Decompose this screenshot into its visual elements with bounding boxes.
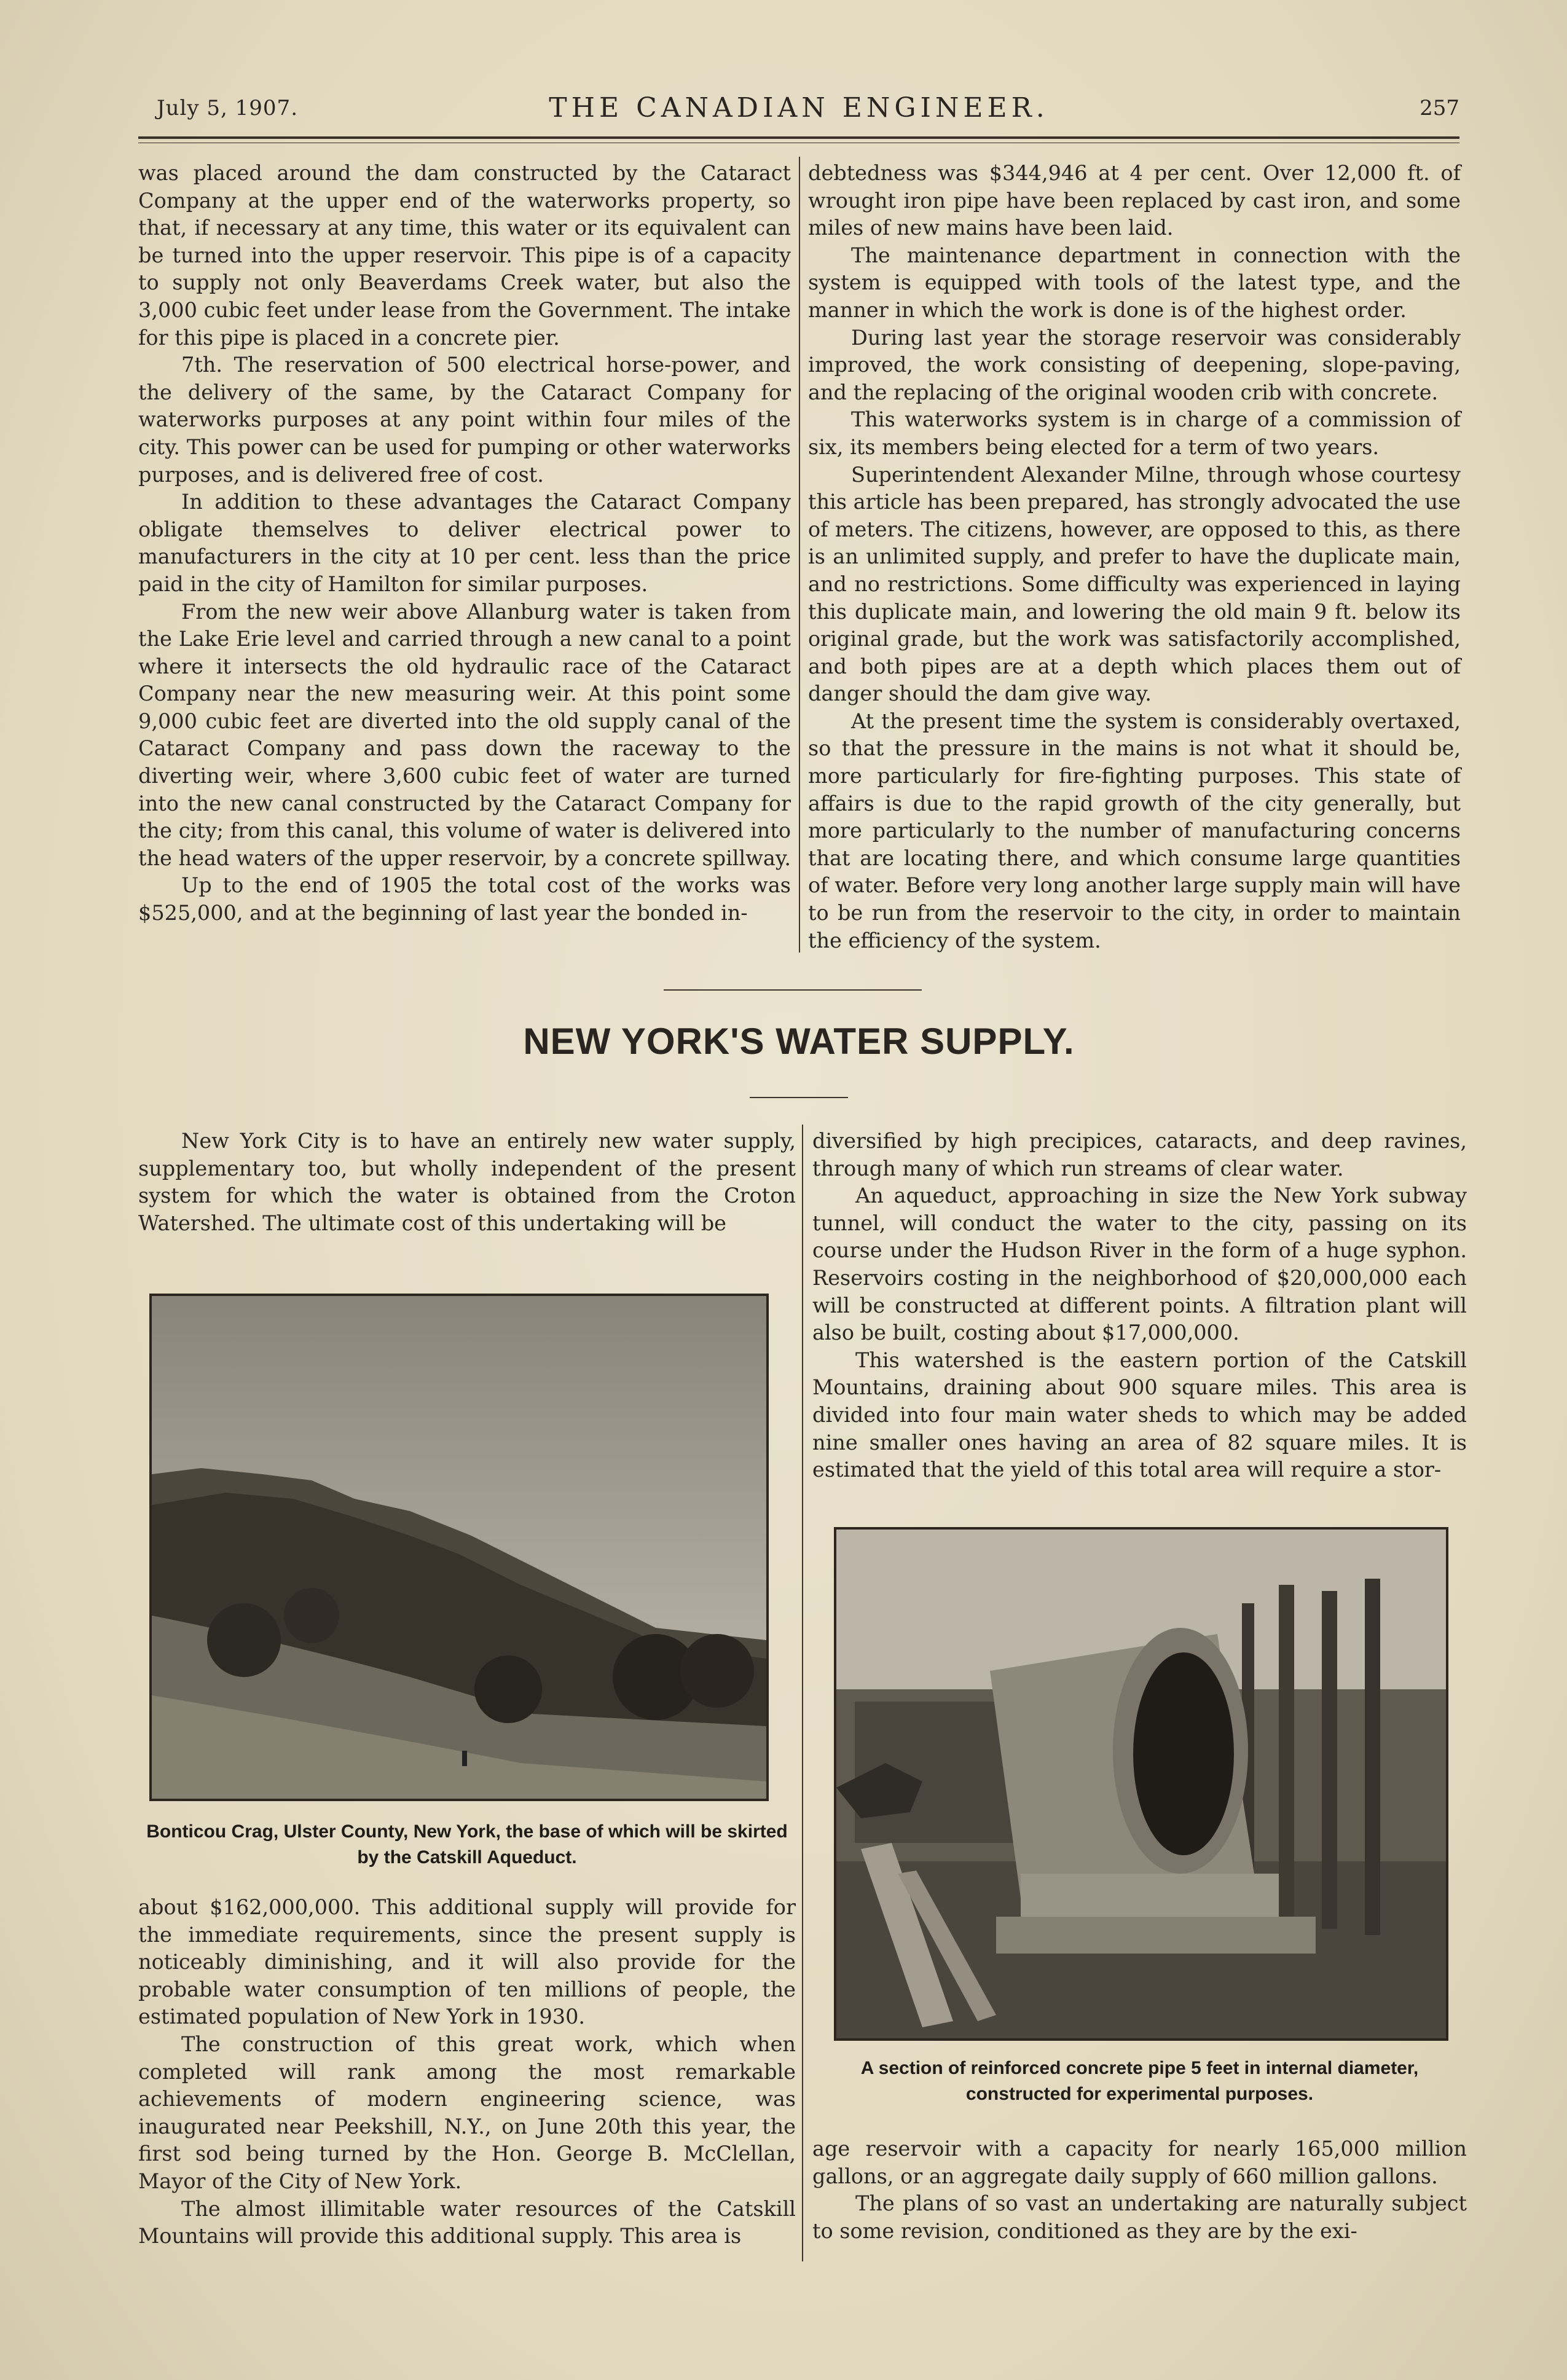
paragraph: Up to the end of 1905 the total cost of the works was $525,000, and at the beginning of last year the bonded in- <box>138 873 791 925</box>
section-separator <box>664 989 922 991</box>
header-rule <box>138 136 1459 139</box>
paragraph: age reservoir with a capacity for nearly 165,000 million gallons, or an aggregate daily supply of 660 million gallons. <box>812 2137 1467 2188</box>
headline-rule <box>750 1097 848 1098</box>
paragraph: 7th. The reservation of 500 electrical horse-power, and the delivery of the same, by the Cataract Company for waterworks purposes at any point within four miles of the city. This power can be used for pumping or other waterworks purposes, and is delivered free of cost. <box>138 353 791 487</box>
paragraph: New York City is to have an entirely new water supply, supplementary too, but wholly independent of the present system for which the water is obtained from the Croton Watershed. The ultimate cost of this undertaking will be <box>138 1129 796 1235</box>
paragraph: The construction of this great work, which when completed will rank among the most remarkable achievements of modern engineering science, was inaugurated near Peekshill, N.Y., on June 20th this year, the first sod being turned by the Hon. George B. McClellan, Mayor of the City of New York. <box>138 2032 796 2193</box>
paragraph: debtedness was $344,946 at 4 per cent. Over 12,000 ft. of wrought iron pipe have been replaced by cast iron, and some miles of new mains have been laid. <box>808 161 1461 240</box>
page-header <box>138 92 1459 129</box>
photo-bonticou-crag <box>149 1294 769 1801</box>
column-divider <box>799 157 800 952</box>
pipe-image <box>836 1530 1446 2038</box>
paragraph: diversified by high precipices, cataracts, and deep ravines, through many of which run streams of clear water. <box>812 1129 1467 1180</box>
article-headline: NEW YORK'S WATER SUPPLY. <box>523 1021 1075 1062</box>
paragraph: The plans of so vast an undertaking are naturally subject to some revision, conditioned as they are by the exi- <box>812 2191 1467 2243</box>
paragraph: At the present time the system is considerably overtaxed, so that the pressure in the mains is not what it should be, more particularly for fire-fighting purposes. This state of affairs is due to the rapid growth of the city generally, but more particularly to the number of manufacturing concerns that are locating there, and which consume large quantities of water. Before very long another large supply main will have to be run from the reservoir to the city, in order to maintain the efficiency of the system. <box>808 709 1461 952</box>
publication-title: THE CANADIAN ENGINEER. <box>549 92 1049 124</box>
paragraph: was placed around the dam constructed by the Cataract Company at the upper end of the waterworks property, so that, if necessary at any time, this water or its equivalent can be turned into the upper reservoir. This pipe is of a capacity to supply not only Beaverdams Creek water, but also the 3,000 cubic feet under lease from the Government. The intake for this pipe is placed in a concrete pier. <box>138 161 791 350</box>
page-number: 257 <box>1420 96 1459 120</box>
paragraph: The almost illimitable water resources of the Catskill Mountains will provide this additional supply. This area is <box>138 2196 796 2248</box>
article-left-bottom <box>138 1894 796 2250</box>
top-right-column <box>808 160 1461 954</box>
issue-date: July 5, 1907. <box>157 96 298 120</box>
photo-concrete-pipe <box>834 1527 1448 2041</box>
photo2-caption: A section of reinforced concrete pipe 5 feet in internal diameter, constructed for experimental purposes. <box>860 2058 1419 2104</box>
paragraph: In addition to these advantages the Cataract Company obligate themselves to deliver electrical power to manufacturers in the city at 10 per cent. less than the price paid in the city of Hamilton for similar purposes. <box>138 490 791 596</box>
column-divider <box>802 1125 803 2261</box>
paragraph: This watershed is the eastern portion of the Catskill Mountains, draining about 900 square miles. This area is divided into four main water sheds to which may be added nine smaller ones having an area of 82 square miles. It is estimated that the yield of this total area will require a stor- <box>812 1348 1467 1482</box>
paragraph: Superintendent Alexander Milne, through whose courtesy this article has been prepared, has strongly advocated the use of meters. The citizens, however, are opposed to this, as there is an unlimited supply, and prefer to have the duplicate main, and no restrictions. Some difficulty was experienced in laying this duplicate main, and lowering the old main 9 ft. below its original grade, but the work was satisfactorily accomplished, and both pipes are at a depth which places them out of danger should the dam give way. <box>808 462 1461 706</box>
paragraph: An aqueduct, approaching in size the New York subway tunnel, will conduct the water to the city, passing on its course under the Hudson River in the form of a huge syphon. Reservoirs costing in the neighborhood of $20,000,000 each will be constructed at different points. A filtration plant will also be built, costing about $17,000,000. <box>812 1184 1467 1345</box>
article-right-top <box>812 1128 1467 1484</box>
article-right-bottom <box>812 2135 1467 2245</box>
paragraph: From the new weir above Allanburg water is taken from the Lake Erie level and carried through a new canal to a point where it intersects the old hydraulic race of the Cataract Company near the new measuring weir. At this point some 9,000 cubic feet are diverted into the old supply canal of the Cataract Company and pass down the raceway to the diverting weir, where 3,600 cubic feet of water are turned into the new canal constructed by the Cataract Company for the city; from this canal, this volume of water is delivered into the head waters of the upper reservoir, by a concrete spillway. <box>138 599 791 870</box>
paragraph: about $162,000,000. This additional supply will provide for the immediate requirements, since the present supply is noticeably diminishing, and it will also provide for the probable water consumption of ten millions of people, the estimated population of New York in 1930. <box>138 1895 796 2029</box>
landscape-image <box>152 1296 766 1799</box>
paragraph: The maintenance department in connection with the system is equipped with tools of the latest type, and the manner in which the work is done is of the highest order. <box>808 243 1461 322</box>
article-left-top <box>138 1128 796 1237</box>
top-left-column <box>138 160 791 927</box>
paragraph: During last year the storage reservoir was considerably improved, the work consisting of deepening, slope-paving, and the replacing of the original wooden crib with concrete. <box>808 325 1461 404</box>
paragraph: This waterworks system is in charge of a commission of six, its members being elected for a term of two years. <box>808 407 1461 459</box>
photo1-caption: Bonticou Crag, Ulster County, New York, the base of which will be skirted by the Catskill Aqueduct. <box>146 1821 788 1867</box>
